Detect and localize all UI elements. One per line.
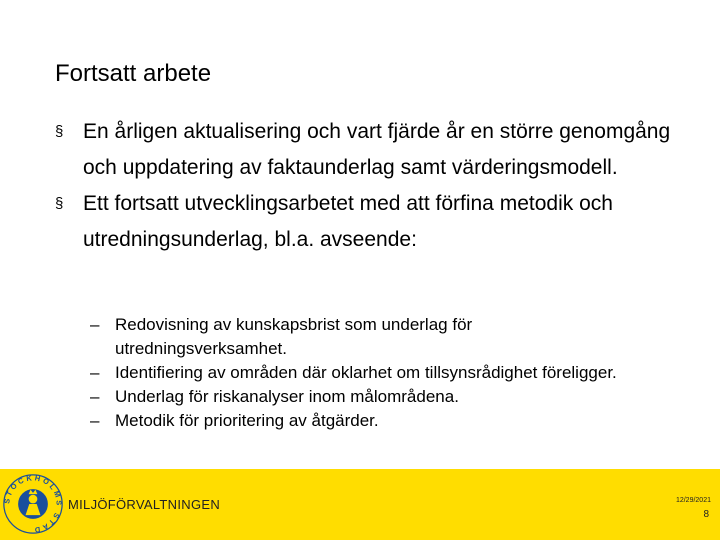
page-number: 8 — [703, 509, 709, 520]
sub-bullet-item — [88, 361, 648, 385]
sub-bullet-item — [88, 313, 648, 361]
sub-bullet-item — [88, 385, 648, 409]
bullet-item — [55, 114, 705, 186]
slide-title: Fortsatt arbete — [55, 60, 212, 87]
bullet-text: Ett fortsatt utvecklingsarbetet med att förfina metodik och utredningsunderlag, bl.a. avseende: — [83, 192, 613, 251]
sub-bullet-text: Identifiering av områden där oklarhet om tillsynsrådighet föreligger. — [115, 363, 617, 382]
organization-name: MILJÖFÖRVALTNINGEN — [68, 497, 221, 512]
sub-bullet-text: Metodik för prioritering av åtgärder. — [115, 411, 379, 430]
bullet-text: En årligen aktualisering och vart fjärde år en större genomgång och uppdatering av faktaunderlag samt värderingsmodell. — [83, 120, 671, 179]
sub-bullet-list — [88, 313, 648, 433]
bullet-item — [55, 186, 705, 258]
bullet-marker: § — [55, 123, 64, 140]
slide-date: 12/29/2021 — [675, 497, 711, 504]
slide-footer — [0, 469, 720, 540]
sub-bullet-item — [88, 409, 648, 433]
logo-ring-text: STOCKHOLMS STAD — [2, 473, 64, 535]
stockholm-city-logo — [2, 473, 64, 535]
sub-bullet-marker: – — [90, 315, 100, 334]
sub-bullet-text: Redovisning av kunskapsbrist som underlag för utredningsverksamhet. — [115, 315, 473, 358]
sub-bullet-marker: – — [90, 387, 100, 406]
sub-bullet-marker: – — [90, 363, 100, 382]
bullet-marker: § — [55, 195, 64, 212]
bullet-list — [55, 114, 705, 258]
sub-bullet-marker: – — [90, 411, 100, 430]
sub-bullet-text: Underlag för riskanalyser inom målområdena. — [115, 387, 459, 406]
